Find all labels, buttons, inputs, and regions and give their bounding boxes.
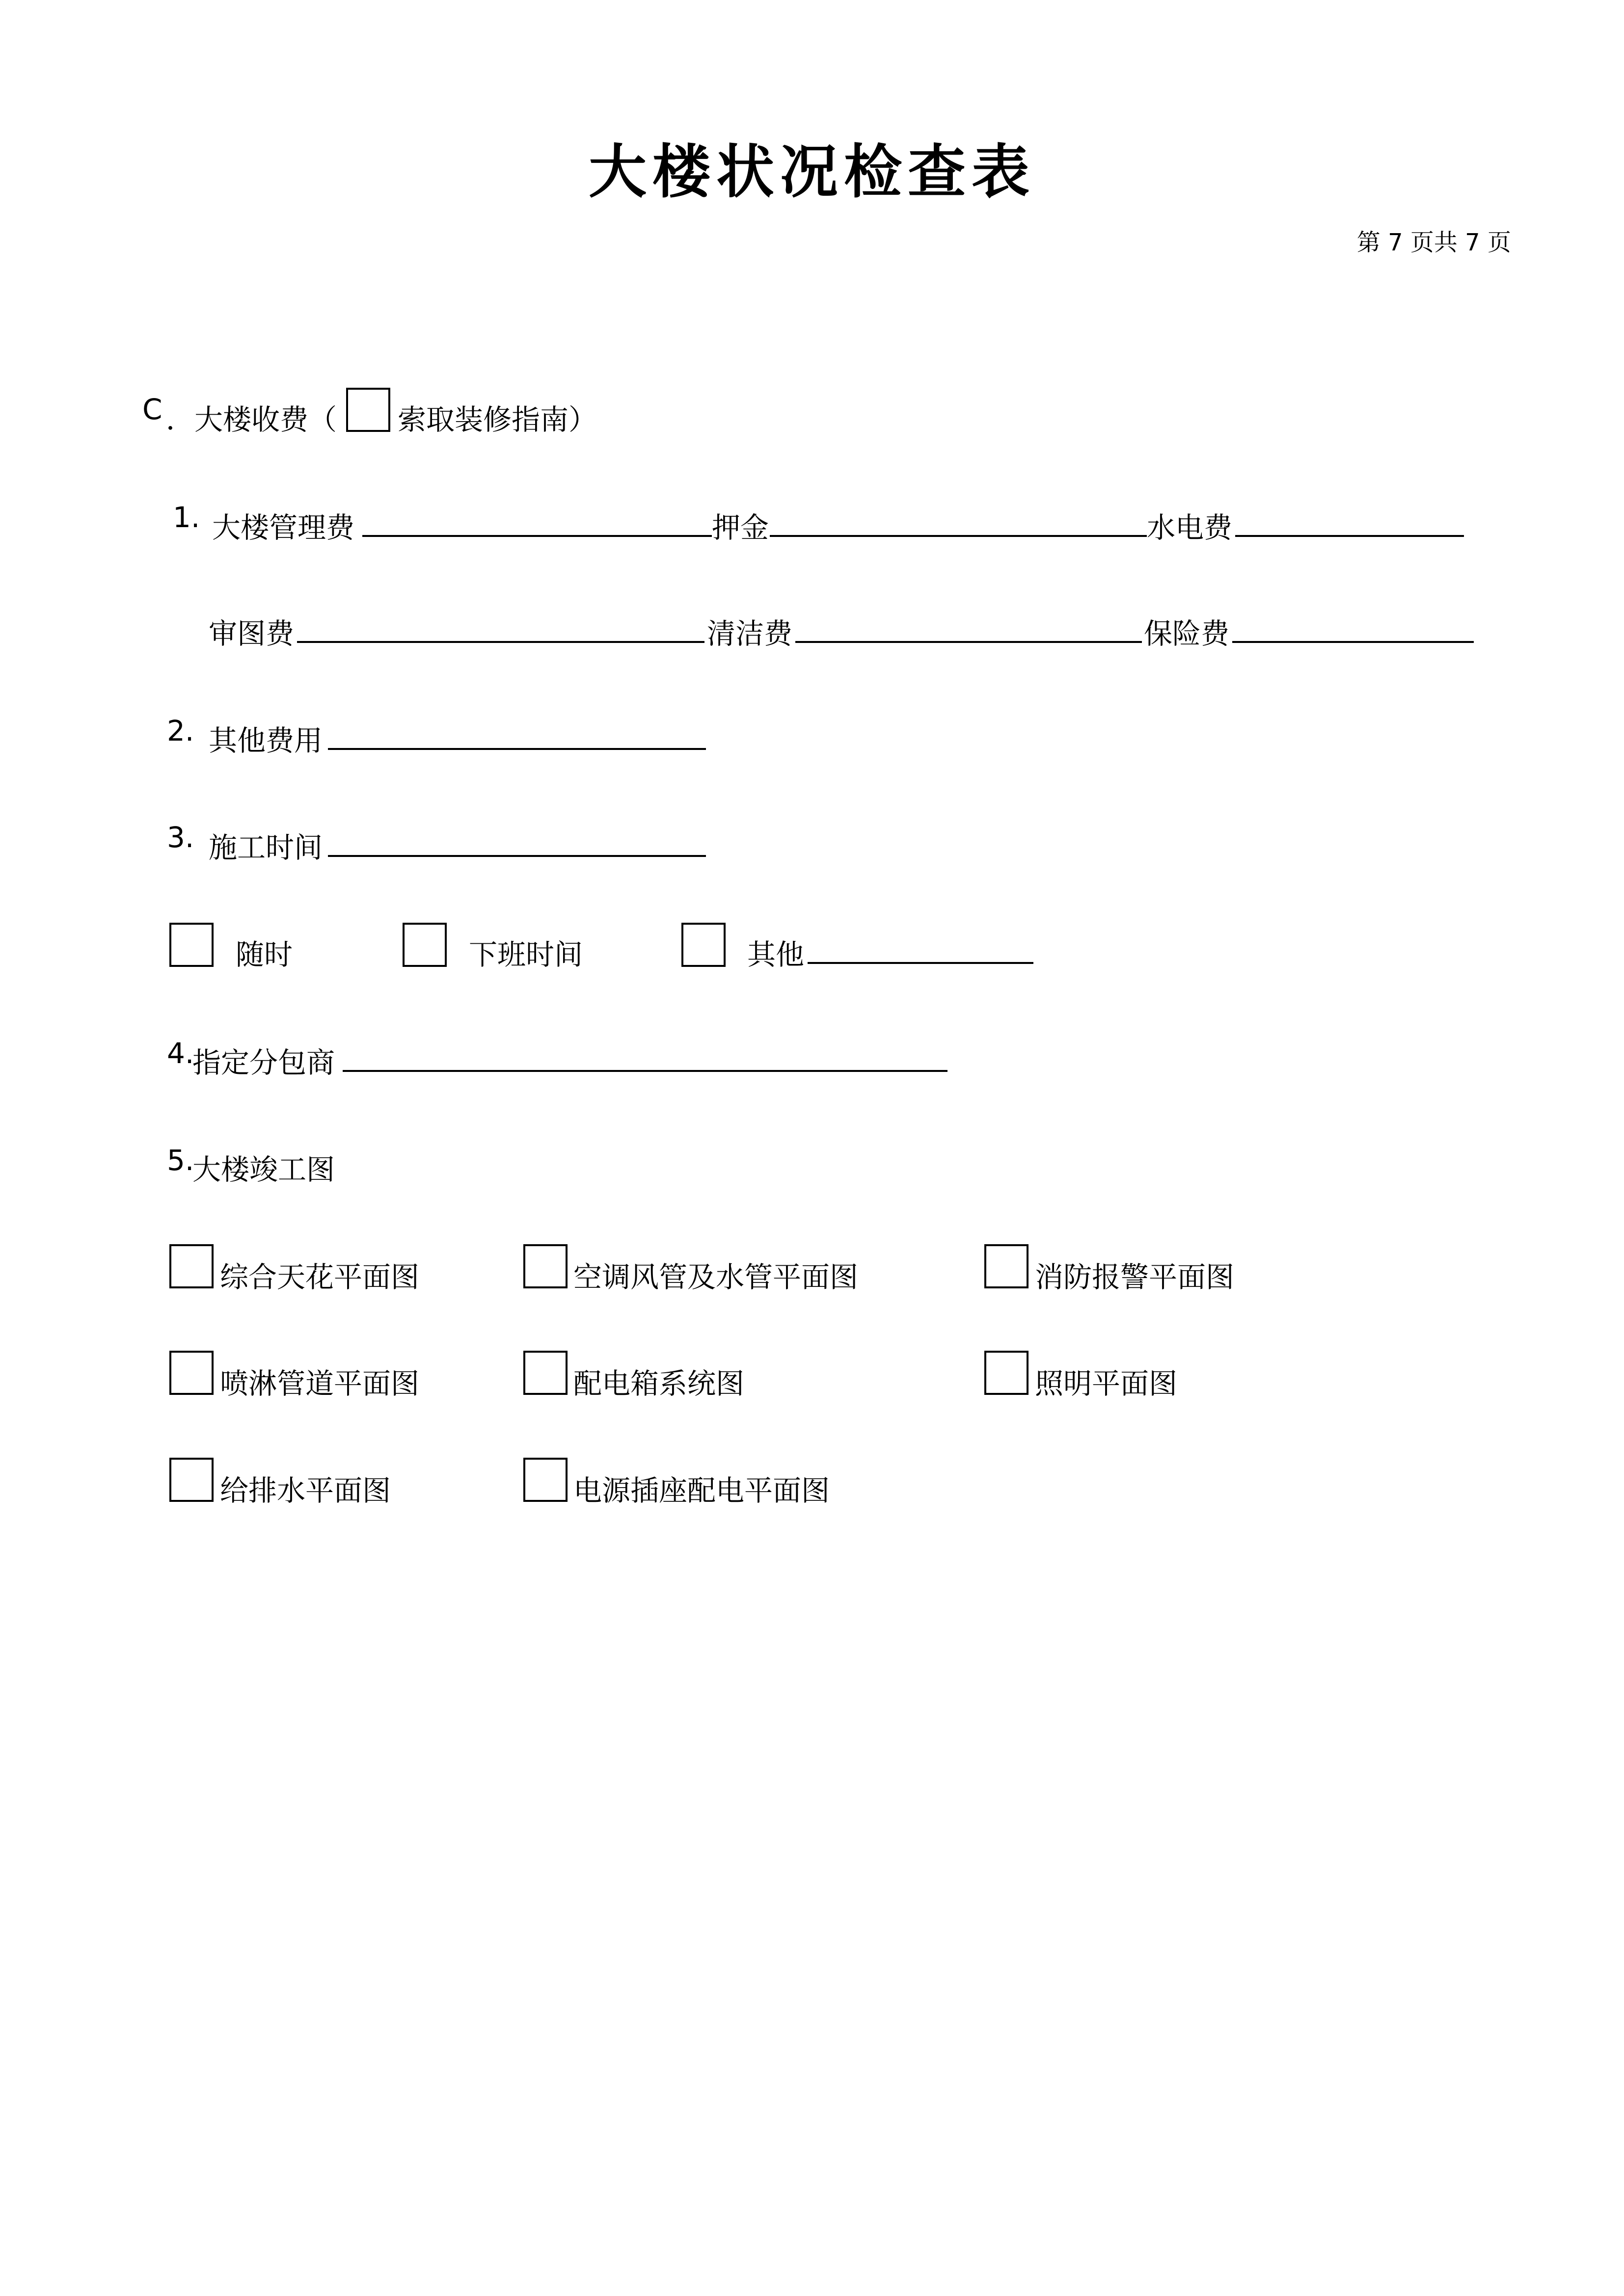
fee-label-deposit: 押金 [712, 511, 769, 544]
drawing-label-fire-alarm: 消防报警平面图 [1035, 1260, 1235, 1294]
anytime-checkbox[interactable] [169, 923, 214, 967]
item5-number: 5. [167, 1144, 194, 1177]
drawing-label-ceiling: 综合天花平面图 [220, 1260, 420, 1294]
drawing-label-lighting: 照明平面图 [1035, 1367, 1178, 1400]
fee-field-utilities[interactable] [1235, 535, 1464, 537]
fee-label-insurance: 保险费 [1144, 617, 1230, 650]
drawing-label-hvac: 空调风管及水管平面图 [573, 1260, 859, 1294]
drawing-checkbox-fire-alarm[interactable] [984, 1244, 1029, 1288]
item3-number: 3. [167, 821, 194, 854]
drawing-checkbox-distribution[interactable] [523, 1351, 568, 1395]
drawing-label-plumbing: 给排水平面图 [220, 1474, 391, 1507]
fee-field-management[interactable] [362, 535, 712, 537]
page-middle: 页共 [1410, 229, 1458, 256]
section-c-label: ．大楼收费（ [166, 403, 337, 436]
after-hours-label: 下班时间 [469, 938, 583, 971]
drawing-label-distribution: 配电箱系统图 [573, 1367, 745, 1400]
drawing-checkbox-lighting[interactable] [984, 1351, 1029, 1395]
other-time-field[interactable] [808, 962, 1033, 964]
drawing-checkbox-plumbing[interactable] [169, 1458, 214, 1502]
construction-time-field[interactable] [328, 855, 706, 857]
item2-number: 2. [167, 714, 194, 748]
page-suffix: 页 [1487, 229, 1511, 256]
fee-label-cleaning: 清洁费 [707, 617, 793, 650]
fee-label-utilities: 水电费 [1147, 511, 1233, 544]
page-prefix: 第 [1356, 229, 1380, 256]
drawing-checkbox-sprinkler[interactable] [169, 1351, 214, 1395]
guide-request-label: 索取装修指南） [398, 403, 597, 436]
page-current: 7 [1388, 229, 1403, 256]
as-built-drawings-label: 大楼竣工图 [192, 1153, 335, 1186]
item4-number: 4. [167, 1037, 194, 1070]
other-fees-field[interactable] [328, 748, 706, 750]
anytime-label: 随时 [236, 938, 293, 971]
guide-request-checkbox[interactable] [346, 388, 390, 432]
section-c-prefix: C [142, 393, 162, 426]
page-number [1357, 223, 1511, 257]
drawing-checkbox-ceiling[interactable] [169, 1244, 214, 1288]
item1-number: 1. [173, 501, 200, 534]
fee-label-drawing-review: 审图费 [209, 617, 295, 650]
other-fees-label: 其他费用 [209, 724, 323, 757]
fee-field-drawing-review[interactable] [297, 641, 704, 643]
page-title: 大楼状况检查表 [588, 138, 1035, 206]
construction-time-label: 施工时间 [209, 831, 323, 864]
drawing-label-power-outlets: 电源插座配电平面图 [573, 1474, 830, 1507]
subcontractor-label: 指定分包商 [192, 1046, 335, 1079]
drawing-checkbox-power-outlets[interactable] [523, 1458, 568, 1502]
other-time-label: 其他 [747, 938, 805, 971]
fee-field-insurance[interactable] [1232, 641, 1474, 643]
drawing-checkbox-hvac[interactable] [523, 1244, 568, 1288]
drawing-label-sprinkler: 喷淋管道平面图 [220, 1367, 420, 1400]
after-hours-checkbox[interactable] [403, 923, 447, 967]
fee-field-deposit[interactable] [770, 535, 1147, 537]
subcontractor-field[interactable] [343, 1070, 947, 1072]
fee-field-cleaning[interactable] [795, 641, 1142, 643]
page-total: 7 [1465, 229, 1480, 256]
fee-label-management: 大楼管理费 [212, 511, 355, 544]
other-time-checkbox[interactable] [681, 923, 726, 967]
